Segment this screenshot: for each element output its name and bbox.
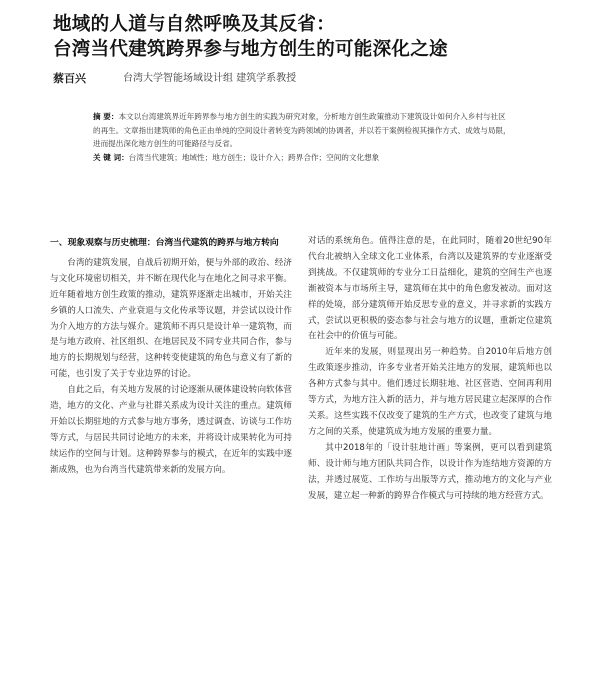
author-row: [53, 72, 553, 87]
keywords-text: 台湾当代建筑；地域性；地方创生；设计介入；跨界合作；空间的文化想象: [128, 152, 380, 162]
body-paragraph: 自此之后，有关地方发展的讨论逐渐从硬体建设转向软体营造，地方的文化、产业与社群关系成为设计关注的重点。建筑师开始以长期驻地的方式参与地方事务，透过调查、访谈与工作坊等方式，与居民共同讨论地方的未来，并将设计成果转化为可持续运作的空间与计划。这种跨界参与的模式，在近年的实践中逐渐成熟，也为台湾当代建筑带来新的发展方向。: [50, 385, 292, 475]
body-paragraph: 其中2018年的「设计驻地计画」等案例，更可以看到建筑师、设计师与地方团队共同合作，以设计作为连结地方资源的方法，并透过展览、工作坊与出版等方式，推动地方的文化与产业发展，建立起一种新的跨界合作模式与可持续的地方经营方式。: [308, 442, 552, 501]
abstract-block: [93, 110, 513, 164]
abstract-label: 摘 要：: [93, 112, 119, 121]
title-line-2: 台湾当代建筑跨界参与地方创生的可能深化之途: [53, 39, 448, 60]
keywords: [93, 151, 513, 165]
abstract-text: 本文以台湾建筑界近年跨界参与地方创生的实践为研究对象，分析地方创生政策推动下建筑设计如何介入乡村与社区的再生。文章指出建筑师的角色正由单纯的空间设计者转变为跨领域的协调者，并以若干案例检视其操作方式、成效与局限，进而提出深化地方创生的可能路径与反省。: [93, 112, 511, 149]
title-line-1: 地域的人道与自然呼唤及其反省：: [53, 14, 336, 35]
keywords-label: 关 键 词：: [93, 152, 129, 162]
body-paragraph: 对话的系统角色。值得注意的是，在此同时，随着20世纪90年代台北被纳入全球文化工业体系，台湾以及建筑界的专业逐渐受到挑战。不仅建筑师的专业分工日益细化，建筑的空间生产也逐渐被资本与市场所主导，建筑师在其中的角色愈发被动。面对这样的处境，部分建筑师开始反思专业的意义，并寻求新的实践方式，尝试以更积极的姿态参与社会与地方的议题，重新定位建筑在社会中的价值与可能。: [308, 236, 552, 342]
body-column-left: [50, 236, 292, 479]
author-affiliation: 台湾大学智能场域设计组 建筑学系教授: [123, 73, 297, 84]
section-heading: 一、现象观察与历史梳理：台湾当代建筑的跨界与地方转向: [50, 238, 279, 248]
paper-title: [53, 12, 573, 62]
body-paragraph: 台湾的建筑发展，自战后初期开始，便与外部的政治、经济与文化环境密切相关，并不断在现代化与在地化之间寻求平衡。近年随着地方创生政策的推动，建筑界逐渐走出城市，开始关注乡镇的人口流失、产业衰退与文化传承等议题，并尝试以设计作为介入地方的方法与媒介。建筑师不再只是设计单一建筑物，而是与地方政府、社区组织、在地居民及不同专业共同合作，参与地方的长期规划与经营，这种转变使建筑的角色与意义有了新的可能，也引发了关于专业边界的讨论。: [50, 257, 292, 380]
body-paragraph: 近年来的发展，则显现出另一种趋势。自2010年后地方创生政策逐步推动，许多专业者开始关注地方的发展，建筑师也以各种方式参与其中。他们透过长期驻地、社区营造、空间再利用等方式，为地方注入新的活力，并与地方居民建立起深厚的合作关系。这些实践不仅改变了建筑的生产方式，也改变了建筑与地方之间的关系，使建筑成为地方发展的重要力量。: [308, 347, 552, 437]
author-name: 蔡百兴: [53, 72, 86, 85]
abstract: [93, 110, 513, 151]
body-column-right: [308, 234, 552, 504]
